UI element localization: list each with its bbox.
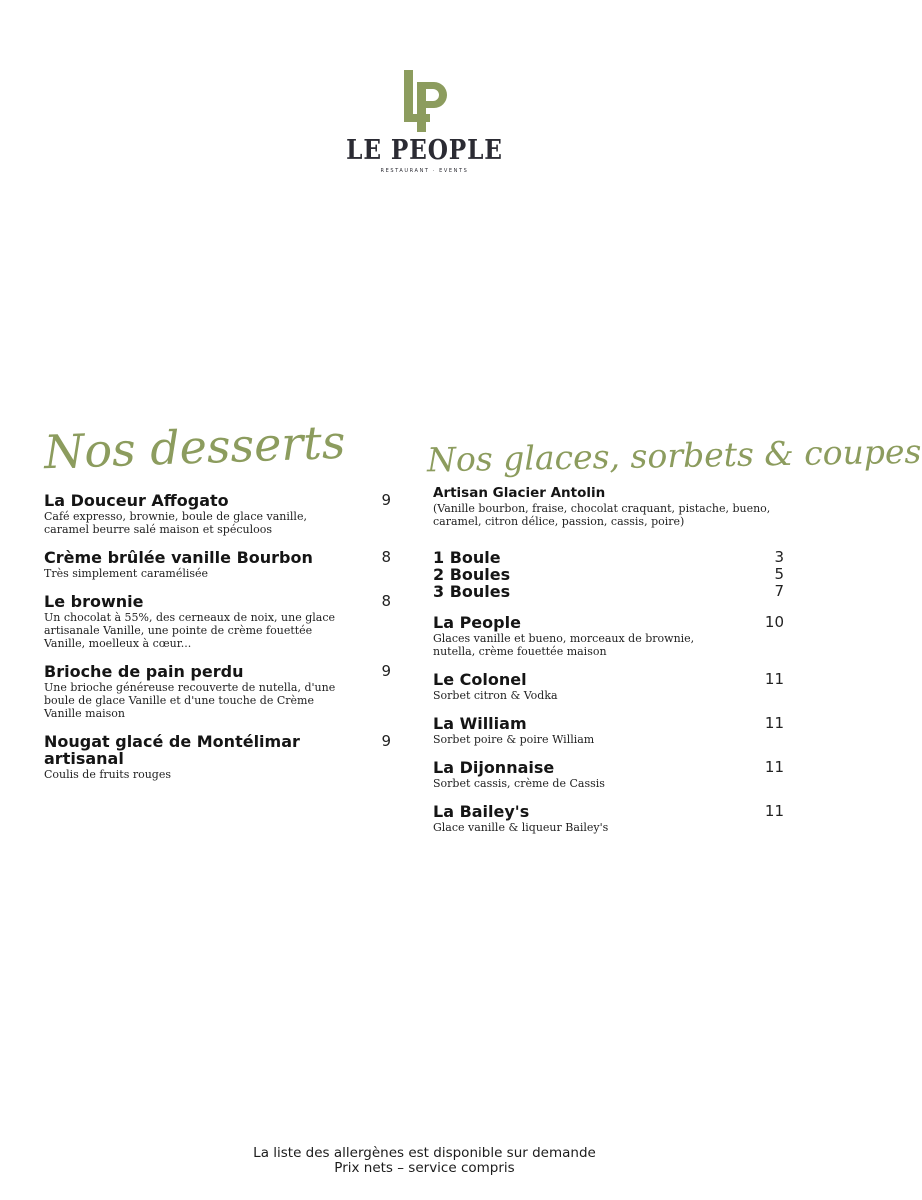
item-price: 9 [381, 662, 391, 680]
artisan-name: Artisan Glacier Antolin [433, 485, 606, 501]
logo [0, 68, 849, 174]
item-name: Brioche de pain perdu [44, 662, 244, 681]
item-name: Crème brûlée vanille Bourbon [44, 548, 313, 567]
item-price: 9 [381, 732, 391, 750]
scoop-name: 3 Boules [433, 582, 511, 601]
item-description: Coulis de fruits rouges [44, 768, 172, 781]
scoops-list [433, 549, 784, 600]
list-item [433, 566, 784, 583]
scoop-price: 7 [774, 582, 784, 600]
item-description: Café expresso, brownie, boule de glace vanille, caramel beurre salé maison et spéculoos [44, 510, 307, 536]
item-description: Très simplement caramélisée [44, 567, 209, 580]
item-name: La Douceur Affogato [44, 491, 229, 510]
desserts-title: Nos desserts [43, 414, 347, 480]
footer [0, 1146, 849, 1176]
desserts-list [44, 492, 391, 794]
menu-item [44, 663, 391, 720]
item-description: Une brioche généreuse recouverte de nutella, d'une boule de glace Vanille et d'une touche de Crème Vanille maison [44, 681, 336, 720]
scoop-name: 2 Boules [433, 565, 511, 584]
glaces-list [433, 485, 784, 847]
item-price: 11 [764, 670, 784, 688]
item-name: Nougat glacé de Montélimar artisanal [44, 732, 300, 768]
lp-monogram-icon [400, 68, 450, 134]
item-price: 11 [764, 758, 784, 776]
logo-name: LE PEOPLE [346, 135, 503, 166]
item-price: 11 [764, 802, 784, 820]
menu-item [433, 614, 784, 658]
list-item [433, 549, 784, 566]
price-note: Prix nets – service compris [334, 1160, 515, 1176]
item-name: La Bailey's [433, 802, 530, 821]
item-description: Glaces vanille et bueno, morceaux de brownie, nutella, crème fouettée maison [433, 632, 695, 658]
menu-item [433, 759, 784, 790]
item-name: Le Colonel [433, 670, 527, 689]
item-description: Glace vanille & liqueur Bailey's [433, 821, 609, 834]
allergen-note: La liste des allergènes est disponible sur demande [253, 1145, 596, 1161]
scoop-price: 3 [774, 548, 784, 566]
item-price: 10 [764, 613, 784, 631]
item-description: Sorbet cassis, crème de Cassis [433, 777, 605, 790]
menu-item [44, 733, 391, 781]
item-price: 11 [764, 714, 784, 732]
menu-item [44, 492, 391, 536]
artisan-block [433, 485, 784, 528]
scoop-name: 1 Boule [433, 548, 501, 567]
menu-item [433, 671, 784, 702]
item-description: Sorbet citron & Vodka [433, 689, 558, 702]
item-description: Sorbet poire & poire William [433, 733, 595, 746]
item-name: Le brownie [44, 592, 144, 611]
menu-item [44, 593, 391, 650]
list-item [433, 583, 784, 600]
item-name: La Dijonnaise [433, 758, 555, 777]
menu-item [433, 803, 784, 834]
logo-tagline: RESTAURANT · EVENTS [380, 168, 469, 174]
scoop-price: 5 [774, 565, 784, 583]
menu-item [44, 549, 391, 580]
menu-item [433, 715, 784, 746]
item-price: 8 [381, 548, 391, 566]
glaces-title: Nos glaces, sorbets & coupes [426, 431, 922, 480]
item-price: 9 [381, 491, 391, 509]
item-name: La People [433, 613, 521, 632]
item-name: La William [433, 714, 527, 733]
item-price: 8 [381, 592, 391, 610]
artisan-description: (Vanille bourbon, fraise, chocolat craquant, pistache, bueno, caramel, citron délice, passion, cassis, poire) [433, 502, 771, 528]
item-description: Un chocolat à 55%, des cerneaux de noix, une glace artisanale Vanille, une pointe de crème fouettée Vanille, moelleux à cœur... [44, 611, 335, 650]
